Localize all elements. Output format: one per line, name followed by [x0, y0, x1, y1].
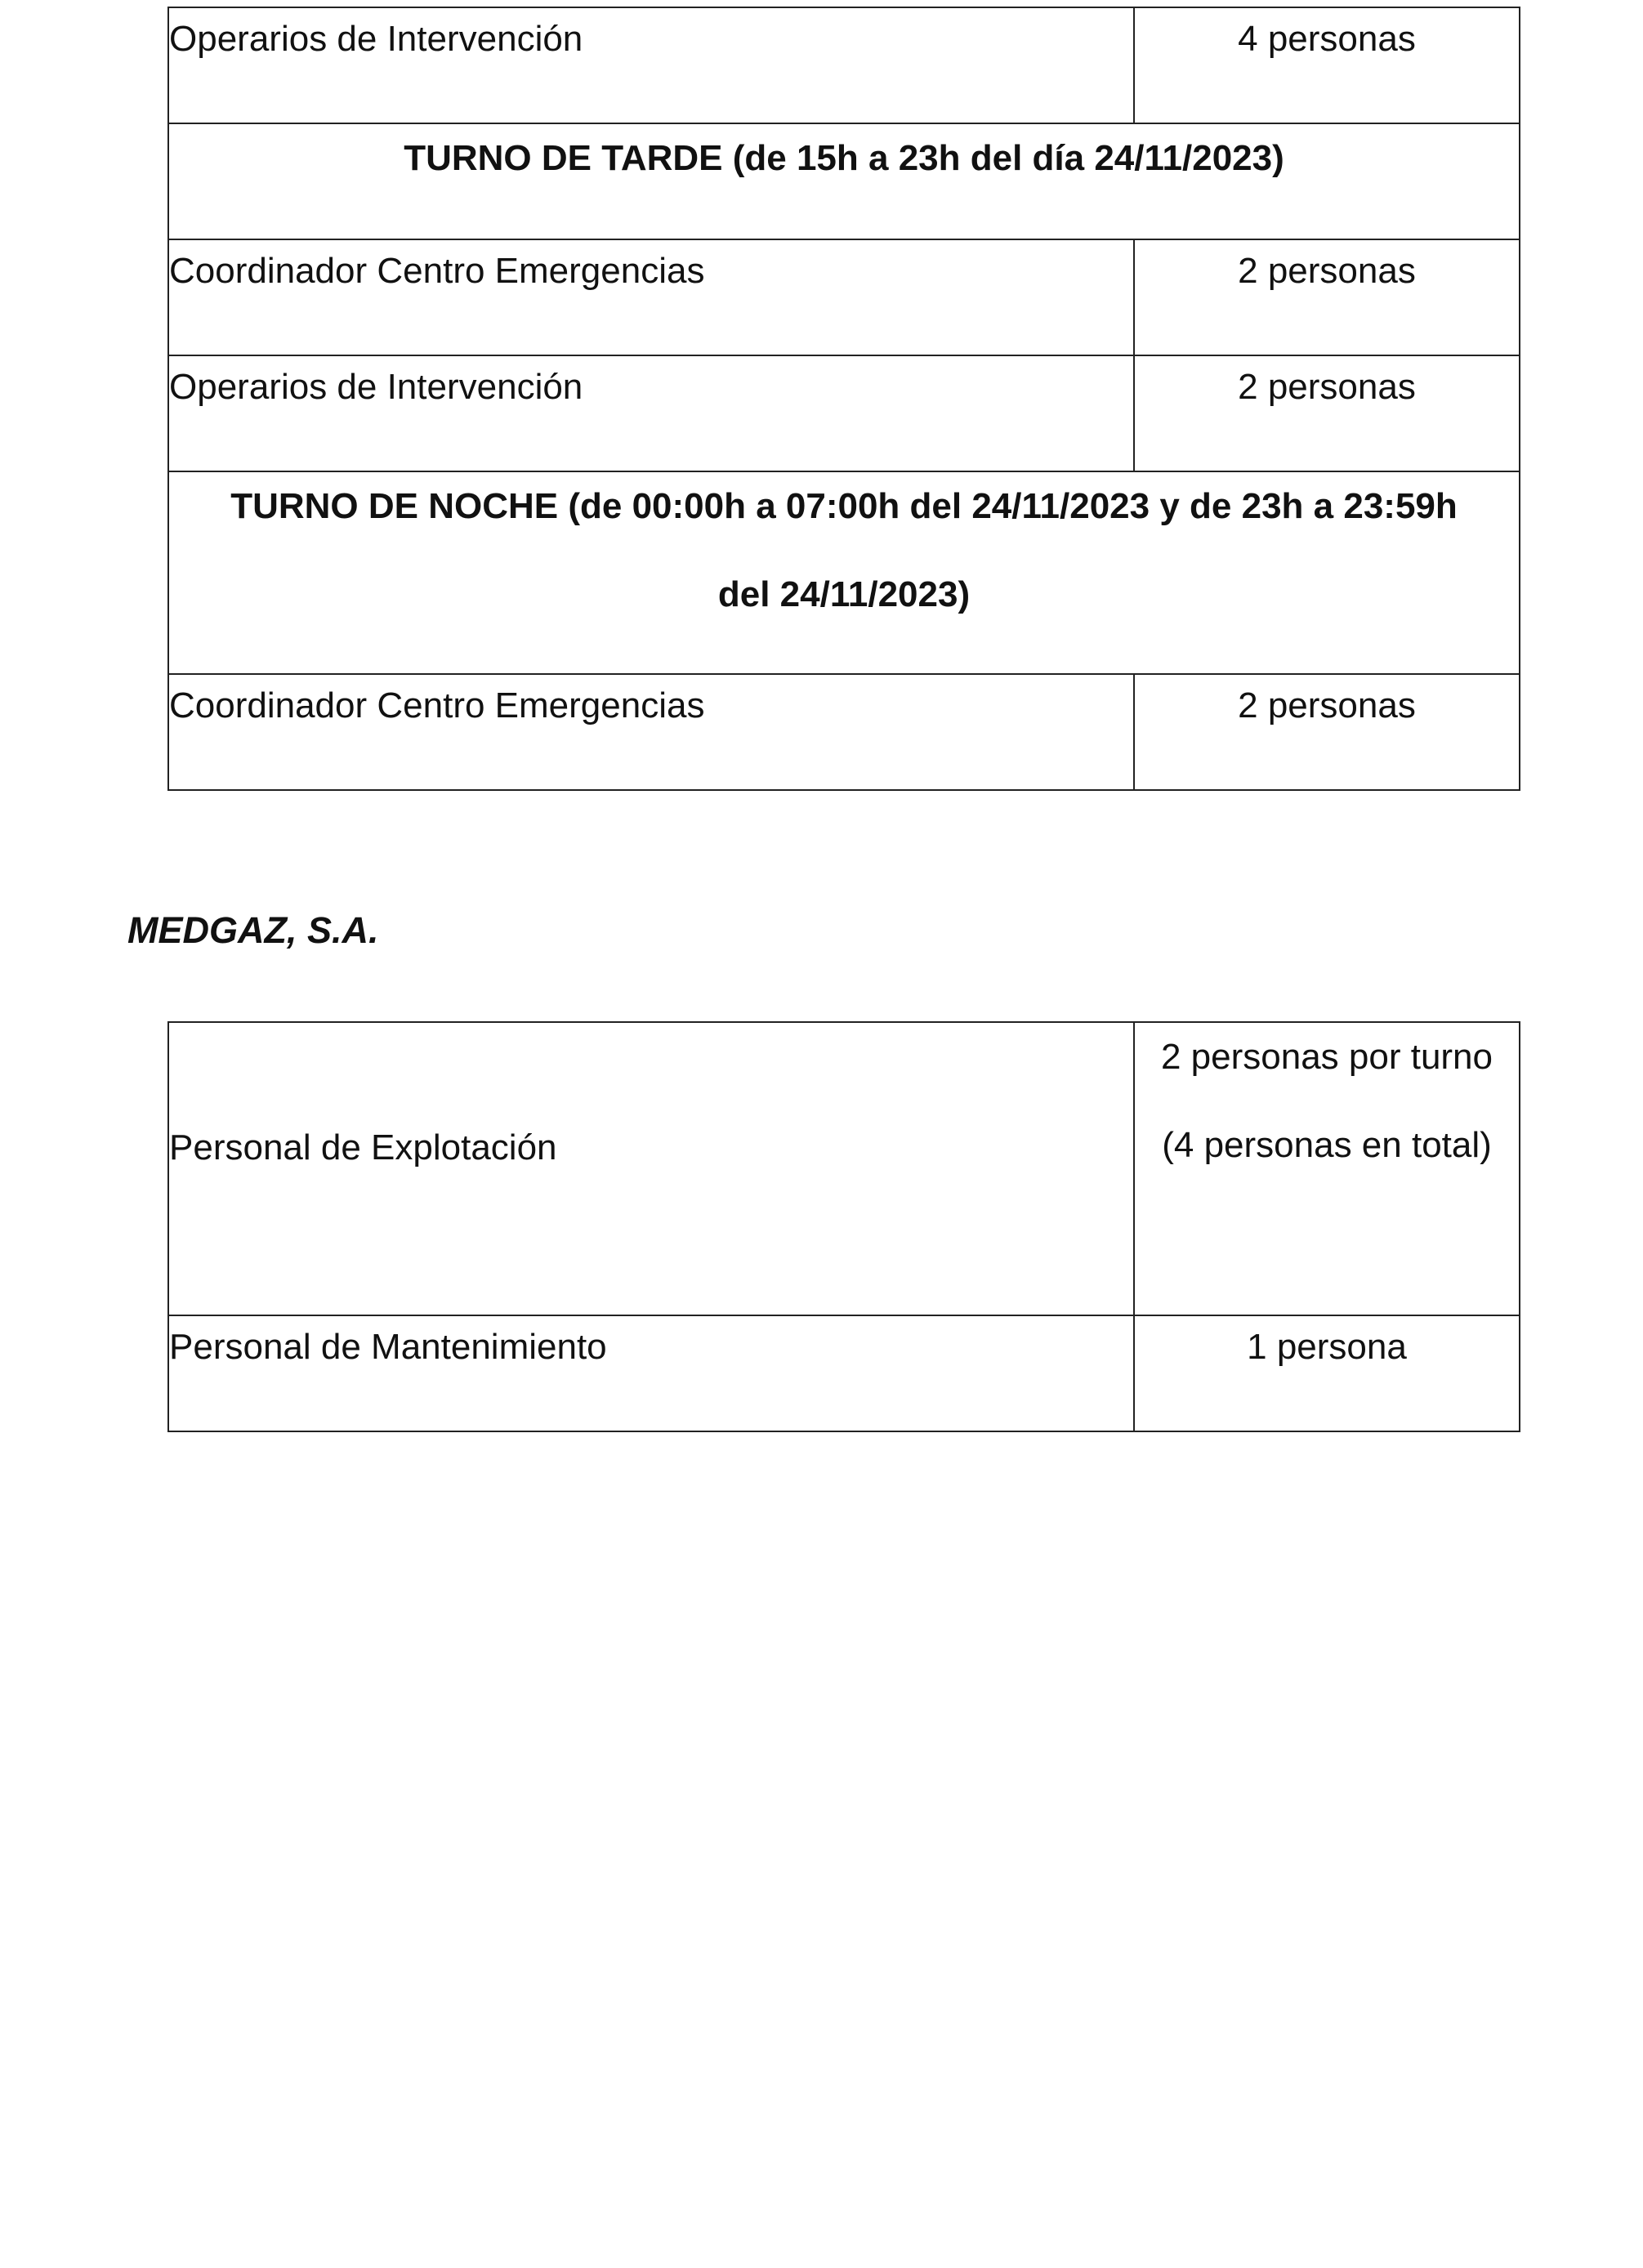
role-label: Personal de Explotación: [169, 1127, 557, 1167]
role-cell: [168, 239, 1134, 355]
count-value: 2 personas: [1238, 251, 1416, 291]
shift-header-night: TURNO DE NOCHE (de 00:00h a 07:00h del 24/11/2023 y de 23h a 23:59h del 24/11/2023): [230, 486, 1458, 614]
role-cell: [168, 1315, 1134, 1431]
role-label: Coordinador Centro Emergencias: [169, 685, 705, 725]
shift-header-cell: [168, 471, 1520, 674]
count-value: 2 personas: [1238, 685, 1416, 725]
staffing-table-company: [167, 1021, 1520, 1432]
role-label: Operarios de Intervención: [169, 19, 583, 59]
count-cell: [1134, 355, 1520, 471]
count-cell: [1134, 7, 1520, 123]
role-cell: [168, 355, 1134, 471]
count-value: 2 personas por turno (4 personas en total): [1160, 1037, 1493, 1165]
role-cell: [168, 674, 1134, 790]
table-row: [168, 1315, 1520, 1431]
shift-header-row-afternoon: [168, 123, 1520, 239]
role-cell: [168, 7, 1134, 123]
count-cell: [1134, 674, 1520, 790]
shift-header-row-night: [168, 471, 1520, 674]
company-heading: MEDGAZ, S.A.: [127, 909, 379, 951]
count-value: 1 persona: [1247, 1327, 1407, 1367]
shift-header-afternoon: TURNO DE TARDE (de 15h a 23h del día 24/11/2023): [404, 138, 1284, 178]
count-cell: [1134, 1022, 1520, 1315]
shift-header-cell: [168, 123, 1520, 239]
count-value: 2 personas: [1238, 367, 1416, 407]
role-cell: [168, 1022, 1134, 1315]
table-row: [168, 239, 1520, 355]
staffing-table-shifts: [167, 7, 1520, 791]
count-cell: [1134, 239, 1520, 355]
count-value: 4 personas: [1238, 19, 1416, 59]
role-label: Operarios de Intervención: [169, 367, 583, 407]
count-cell: [1134, 1315, 1520, 1431]
table-row: [168, 7, 1520, 123]
table-row: [168, 674, 1520, 790]
table-row: [168, 355, 1520, 471]
role-label: Personal de Mantenimiento: [169, 1327, 607, 1367]
role-label: Coordinador Centro Emergencias: [169, 251, 705, 291]
table-row: [168, 1022, 1520, 1315]
